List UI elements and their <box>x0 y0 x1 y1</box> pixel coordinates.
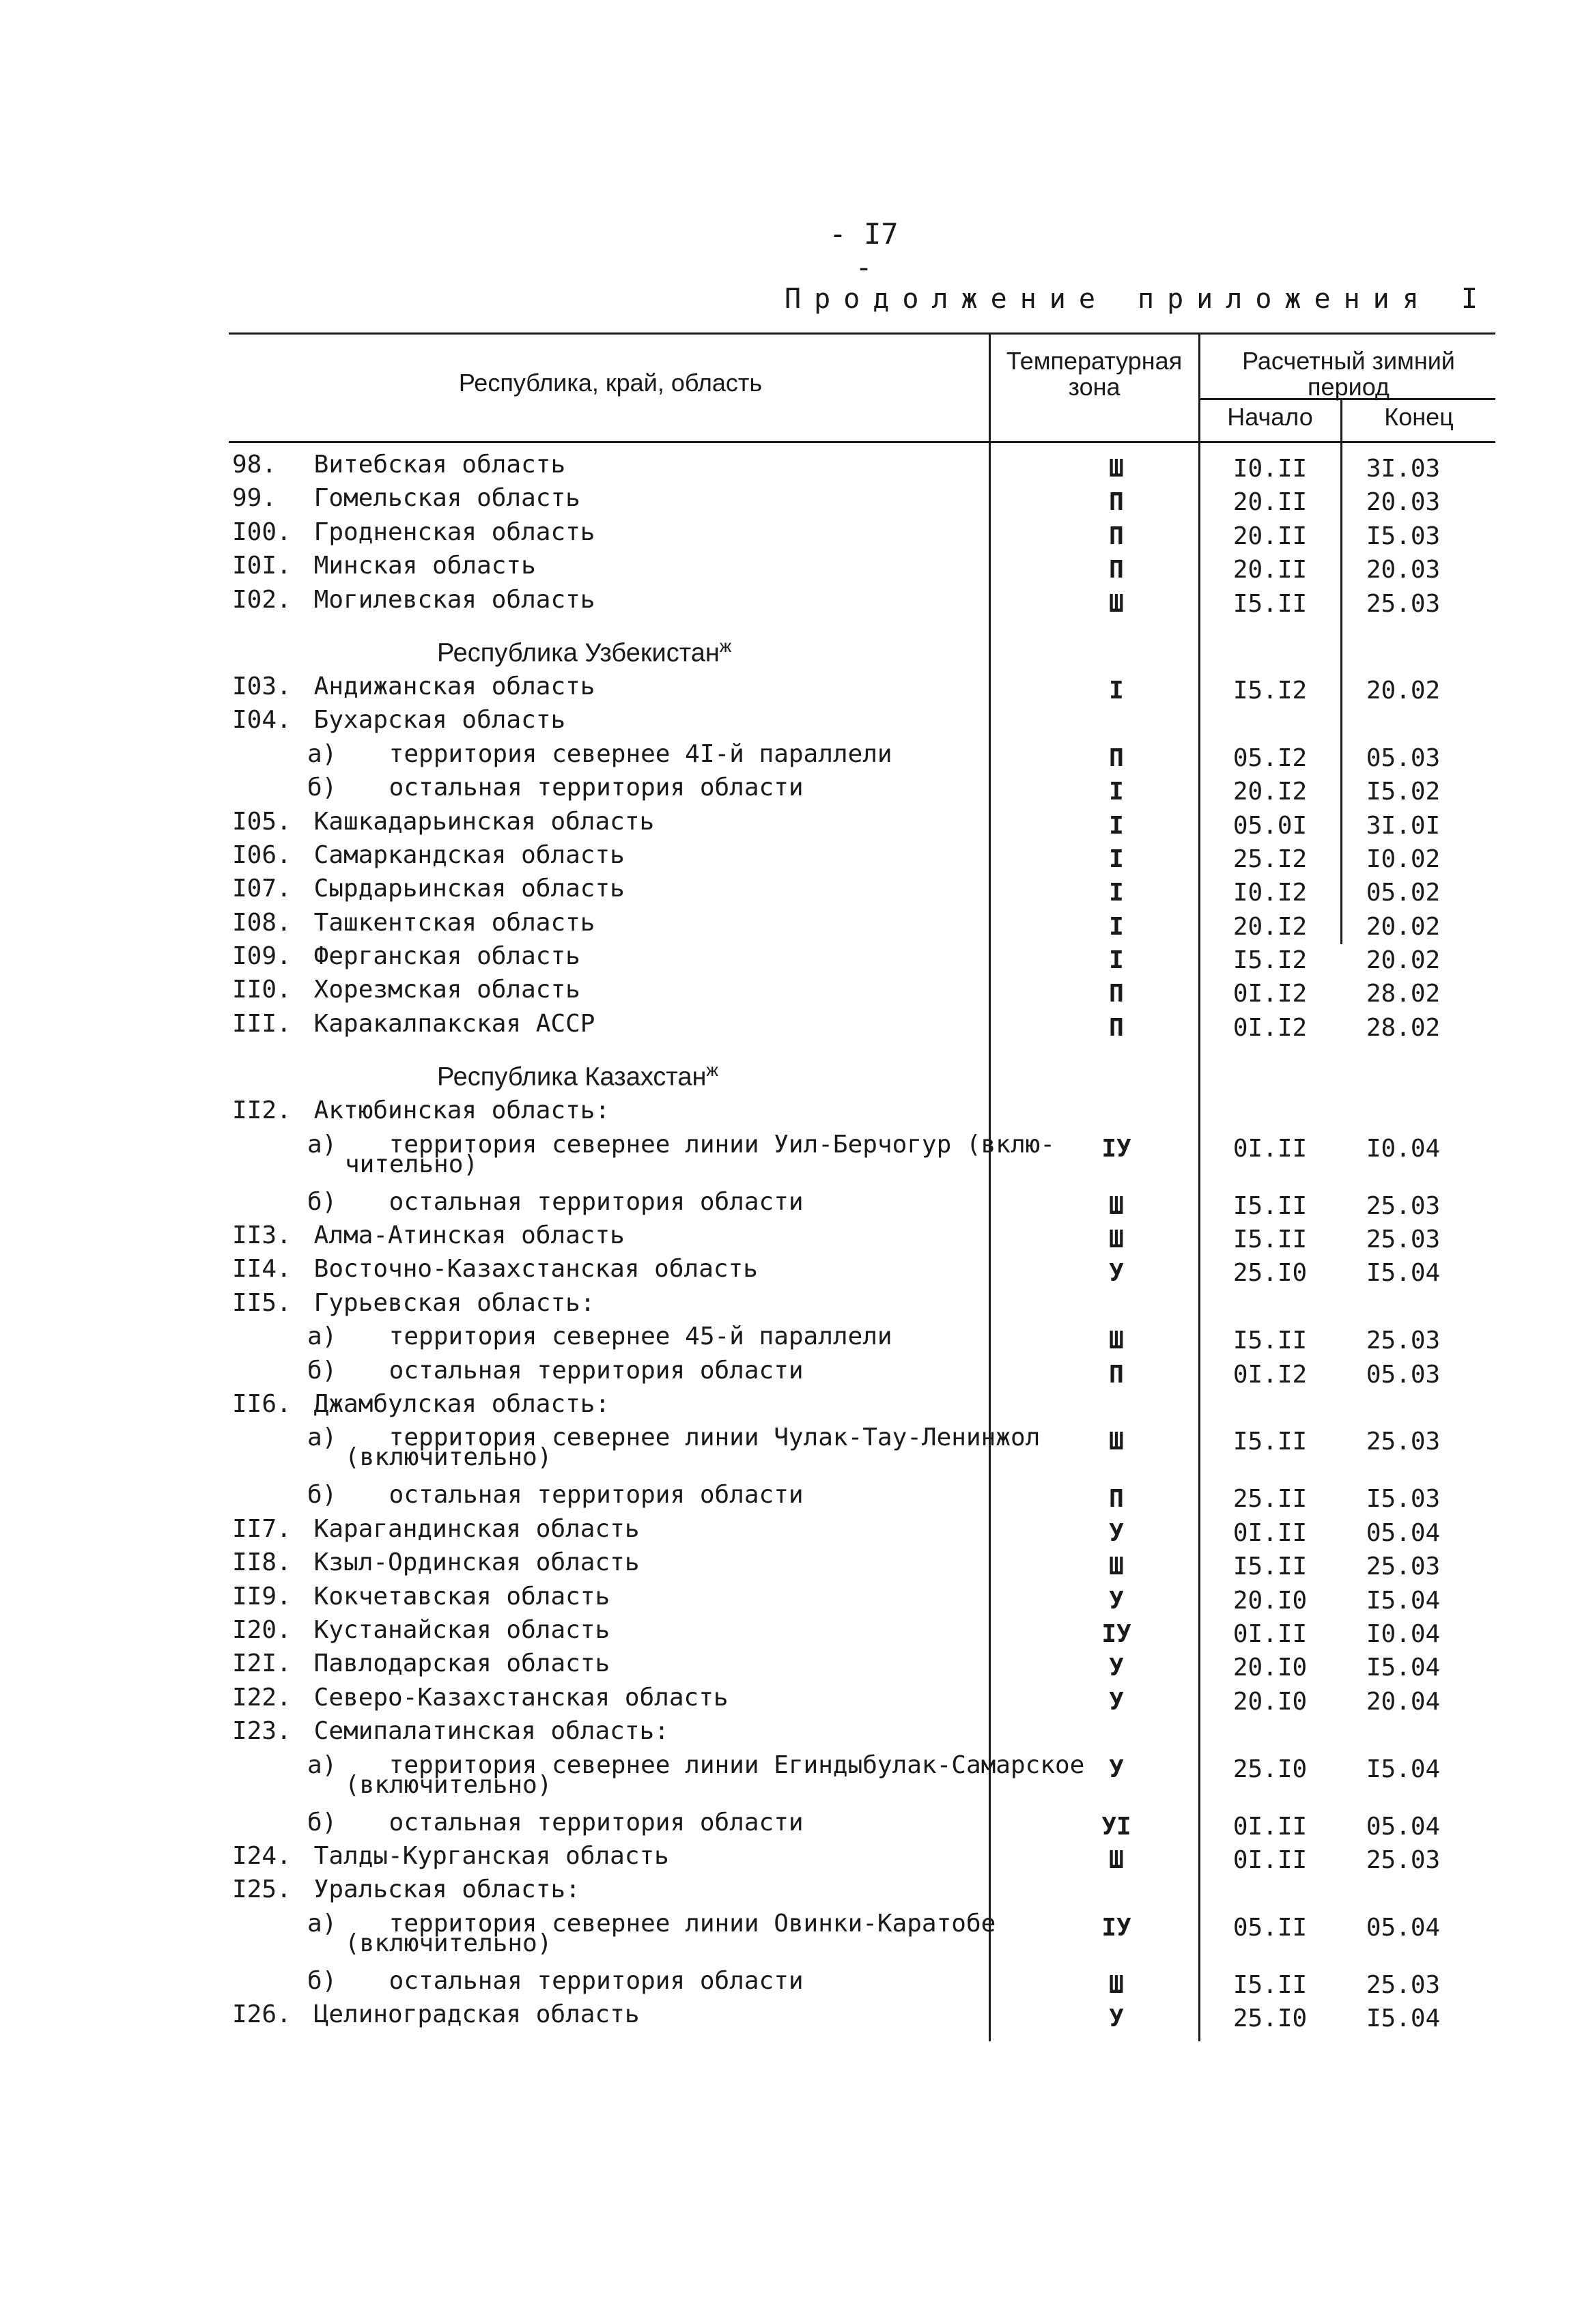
region-name-cell <box>232 942 580 971</box>
period-start-cell: 20.I2 <box>1232 778 1308 806</box>
row-number: II2. <box>232 1096 292 1125</box>
row-number: I05. <box>232 807 292 836</box>
period-end-cell: 25.03 <box>1366 1970 1441 1999</box>
table-row <box>232 875 1529 908</box>
region-name: Северо-Казахстанская область <box>299 1683 729 1712</box>
table-row <box>232 1131 1529 1188</box>
row-number: а) <box>307 739 337 768</box>
period-start-cell: I5.I2 <box>1232 946 1308 975</box>
table-row <box>232 1515 1529 1548</box>
region-name-cell <box>232 807 655 836</box>
period-start-cell: 20.I0 <box>1232 1654 1308 1682</box>
region-name: Могилевская область <box>299 585 595 614</box>
table-row <box>232 1616 1529 1649</box>
period-start-cell: 25.I0 <box>1232 2004 1308 2033</box>
row-number: I04. <box>232 706 292 735</box>
region-name: Андижанская область <box>299 672 595 700</box>
period-start-cell: 0I.II <box>1232 1518 1308 1547</box>
table-row <box>232 1289 1529 1322</box>
period-end-cell: I5.04 <box>1366 2004 1441 2033</box>
row-number: III. <box>232 1009 292 1038</box>
period-end-cell: 25.03 <box>1366 1428 1441 1456</box>
region-name-cell <box>307 1322 892 1351</box>
table-row <box>232 1583 1529 1616</box>
row-number: I0I. <box>232 552 292 580</box>
region-name: Сырдарьинская область <box>299 875 625 903</box>
row-number: 98. <box>232 451 277 479</box>
row-number: I25. <box>232 1875 292 1904</box>
footnote-mark: ж <box>719 635 732 656</box>
zone-cell: Ш <box>1109 1845 1124 1874</box>
period-end-cell: I0.04 <box>1366 1134 1441 1163</box>
table-row <box>232 1390 1529 1423</box>
row-number: I2I. <box>232 1649 292 1678</box>
region-name: Хорезмская область <box>299 976 580 1004</box>
region-name-cell <box>307 1808 804 1837</box>
region-name-cell <box>232 585 595 614</box>
zone-cell: П <box>1109 1485 1124 1514</box>
region-name: Гродненская область <box>299 518 595 546</box>
period-start-cell: 25.II <box>1232 1485 1308 1514</box>
zone-cell: Ш <box>1109 1553 1124 1581</box>
section-title: Республика Узбекистан <box>437 638 720 668</box>
region-name: Павлодарская область <box>299 1649 610 1678</box>
zone-cell: IУ <box>1101 1619 1131 1648</box>
period-end-cell: 25.03 <box>1366 1191 1441 1220</box>
table-row <box>232 1910 1529 1967</box>
period-start-cell: 0I.II <box>1232 1812 1308 1841</box>
period-end-cell: 05.04 <box>1366 1913 1441 1942</box>
period-start-cell: I0.II <box>1232 455 1308 483</box>
period-end-cell: 20.03 <box>1366 556 1441 584</box>
zone-cell: П <box>1109 1013 1124 1042</box>
region-name: остальная территория области <box>374 1966 804 1995</box>
continuation-title: Продолжение приложения I <box>785 283 1491 315</box>
table-row <box>232 1221 1529 1255</box>
table-row <box>232 808 1529 841</box>
zone-cell: Ш <box>1109 1970 1124 1999</box>
end-column-header: Конец <box>1384 403 1454 431</box>
zone-cell: Ш <box>1109 455 1124 483</box>
region-name: территория севернее 4I-й параллели <box>374 739 892 768</box>
period-end-cell: 25.03 <box>1366 1553 1441 1581</box>
table-row <box>232 1357 1529 1390</box>
region-name: Кашкадарьинская область <box>299 807 655 836</box>
region-column-header: Республика, край, область <box>458 369 763 397</box>
region-name: Карагандинская область <box>299 1514 640 1543</box>
row-number: I24. <box>232 1841 292 1870</box>
table-row <box>232 1548 1529 1582</box>
period-start-cell: I5.II <box>1232 1970 1308 1999</box>
region-name-continuation: чительно) <box>345 1150 479 1178</box>
region-name: Кокчетавская область <box>299 1582 610 1611</box>
zone-cell: П <box>1109 1360 1124 1389</box>
table-row <box>232 909 1529 942</box>
period-end-cell: 28.02 <box>1366 980 1441 1008</box>
section-heading-row <box>232 619 1529 672</box>
period-start-cell: I0.I2 <box>1232 879 1308 907</box>
region-name: Талды-Курганская область <box>299 1841 669 1870</box>
table-row <box>232 672 1529 706</box>
period-end-cell: 20.02 <box>1366 912 1441 941</box>
row-number: а) <box>307 1909 337 1938</box>
region-name-cell <box>307 1751 1085 1799</box>
region-name-cell <box>232 1615 610 1644</box>
period-end-cell: 20.03 <box>1366 488 1441 517</box>
period-end-cell: 05.03 <box>1366 1360 1441 1389</box>
zone-cell: У <box>1109 1259 1124 1288</box>
table-row <box>232 706 1529 739</box>
region-name-cell <box>307 1481 804 1510</box>
region-name: Семипалатинская область: <box>299 1717 669 1746</box>
row-number: II4. <box>232 1255 292 1284</box>
period-start-cell: I5.II <box>1232 1428 1308 1456</box>
row-number: I09. <box>232 942 292 971</box>
region-name: Ташкентская область <box>299 908 595 937</box>
row-number: б) <box>307 774 337 802</box>
table-row <box>232 1481 1529 1514</box>
region-name-cell <box>232 1389 610 1418</box>
period-end-cell: I5.04 <box>1366 1586 1441 1615</box>
region-name-cell <box>437 635 732 668</box>
row-number: II9. <box>232 1582 292 1611</box>
period-end-cell: I5.04 <box>1366 1654 1441 1682</box>
region-name-cell <box>232 1841 669 1870</box>
table-row <box>232 1842 1529 1875</box>
period-start-cell: I5.II <box>1232 1225 1308 1254</box>
region-name: Бухарская область <box>299 706 566 735</box>
row-number: II0. <box>232 976 292 1004</box>
region-name: Кустанайская область <box>299 1615 610 1644</box>
period-start-cell: 0I.I2 <box>1232 980 1308 1008</box>
row-number: II3. <box>232 1221 292 1250</box>
zone-cell: Ш <box>1109 1191 1124 1220</box>
region-name: территория севернее линии Овинки-Каратобе <box>374 1909 996 1938</box>
table-row <box>232 841 1529 875</box>
region-name-cell <box>232 875 625 903</box>
region-name: Джамбулская область: <box>299 1389 610 1418</box>
period-end-cell: 20.04 <box>1366 1687 1441 1716</box>
table-row <box>232 518 1529 552</box>
region-name-continuation: (включительно) <box>345 1929 552 1957</box>
region-name-cell <box>307 1966 804 1995</box>
zone-cell: I <box>1109 811 1124 840</box>
period-end-cell: I5.03 <box>1366 1485 1441 1514</box>
region-name: Самаркандская область <box>299 840 625 869</box>
zone-cell: Ш <box>1109 1327 1124 1355</box>
period-start-cell: 0I.II <box>1232 1619 1308 1648</box>
period-end-cell: 25.03 <box>1366 1225 1441 1254</box>
period-column-header: Расчетный зимний период <box>1242 347 1455 401</box>
row-number: I02. <box>232 585 292 614</box>
period-end-cell: 20.02 <box>1366 946 1441 975</box>
zone-cell: IУ <box>1101 1913 1131 1942</box>
table-top-rule <box>229 332 1495 335</box>
page-number: - I7 - <box>829 217 899 284</box>
row-number: I03. <box>232 672 292 700</box>
region-name-cell <box>232 451 566 479</box>
row-number: I26. <box>232 2000 292 2029</box>
region-name-continuation: (включительно) <box>345 1443 552 1472</box>
region-name-cell <box>307 1423 1041 1472</box>
row-number: б) <box>307 1187 337 1216</box>
region-name: Ферганская область <box>299 942 580 971</box>
period-end-cell: I0.02 <box>1366 845 1441 873</box>
period-start-cell: 20.II <box>1232 522 1308 550</box>
section-heading-row <box>232 1043 1529 1096</box>
zone-cell: П <box>1109 556 1124 584</box>
table-row <box>232 484 1529 518</box>
period-end-cell: 05.04 <box>1366 1518 1441 1547</box>
region-name: территория севернее 45-й параллели <box>374 1322 892 1351</box>
table-row <box>232 1322 1529 1356</box>
region-name-cell <box>232 1548 640 1577</box>
region-name-cell <box>307 774 804 802</box>
zone-cell: У <box>1109 1518 1124 1547</box>
region-name-cell <box>232 518 595 546</box>
zone-cell: IУ <box>1101 1134 1131 1163</box>
zone-cell: Ш <box>1109 1428 1124 1456</box>
region-name-cell <box>232 976 580 1004</box>
region-name-cell <box>232 552 536 580</box>
row-number: 99. <box>232 484 277 513</box>
region-name-cell <box>232 706 566 735</box>
region-name-continuation: (включительно) <box>345 1770 552 1799</box>
zone-cell: I <box>1109 879 1124 907</box>
table-body <box>232 451 1529 2034</box>
period-start-cell: I5.I2 <box>1232 676 1308 705</box>
zone-cell: I <box>1109 845 1124 873</box>
region-name: Витебская область <box>299 451 566 479</box>
row-number: II6. <box>232 1389 292 1418</box>
row-number: I07. <box>232 875 292 903</box>
period-end-cell: 05.04 <box>1366 1812 1441 1841</box>
row-number: I23. <box>232 1717 292 1746</box>
row-number: I20. <box>232 1615 292 1644</box>
row-number: б) <box>307 1356 337 1385</box>
row-number: I06. <box>232 840 292 869</box>
region-name: остальная территория области <box>374 774 804 802</box>
table-row <box>232 740 1529 774</box>
zone-cell: П <box>1109 522 1124 550</box>
region-name-cell <box>307 1909 996 1957</box>
region-name-cell <box>232 484 580 513</box>
row-number: I08. <box>232 908 292 937</box>
region-name-cell <box>307 1187 804 1216</box>
region-name-cell <box>232 1875 580 1904</box>
table-row <box>232 552 1529 585</box>
table-row <box>232 942 1529 976</box>
header-bottom-rule <box>229 441 1495 443</box>
period-start-cell: 20.I0 <box>1232 1687 1308 1716</box>
zone-cell: У <box>1109 2004 1124 2033</box>
region-name: остальная территория области <box>374 1187 804 1216</box>
zone-cell: Ш <box>1109 1225 1124 1254</box>
section-title: Республика Казахстан <box>437 1062 707 1092</box>
region-name: территория севернее линии Егиндыбулак-Самарское <box>374 1751 1085 1779</box>
table-row <box>232 1875 1529 1909</box>
start-column-header: Начало <box>1227 403 1313 431</box>
table-row <box>232 1717 1529 1751</box>
row-number: а) <box>307 1423 337 1452</box>
table-row <box>232 1649 1529 1683</box>
period-end-cell: I5.03 <box>1366 522 1441 550</box>
region-name: Минская область <box>299 552 536 580</box>
region-name: остальная территория области <box>374 1481 804 1510</box>
region-name: Гурьевская область: <box>299 1288 595 1317</box>
region-name-cell <box>232 1255 758 1284</box>
region-name: территория севернее линии Уил-Берчогур (вклю- <box>374 1130 1055 1159</box>
table-row <box>232 1010 1529 1043</box>
row-number: II8. <box>232 1548 292 1577</box>
period-end-cell: 25.03 <box>1366 589 1441 618</box>
region-name: Кзыл-Ординская область <box>299 1548 640 1577</box>
region-name-cell <box>232 1009 595 1038</box>
zone-cell: I <box>1109 912 1124 941</box>
period-end-cell: 25.03 <box>1366 1845 1441 1874</box>
row-number: б) <box>307 1966 337 1995</box>
row-number: II5. <box>232 1288 292 1317</box>
table-row <box>232 451 1529 484</box>
zone-cell: I <box>1109 676 1124 705</box>
period-start-cell: 05.I2 <box>1232 743 1308 772</box>
period-end-cell: I5.04 <box>1366 1755 1441 1783</box>
region-name-cell <box>232 2000 640 2029</box>
period-end-cell: 3I.03 <box>1366 455 1441 483</box>
period-end-cell: I5.02 <box>1366 778 1441 806</box>
table-row <box>232 774 1529 807</box>
zone-cell: У <box>1109 1755 1124 1783</box>
zone-cell: Ш <box>1109 589 1124 618</box>
table-row <box>232 2000 1529 2034</box>
period-end-cell: 20.02 <box>1366 676 1441 705</box>
period-start-cell: 20.II <box>1232 488 1308 517</box>
region-name: Актюбинская область: <box>299 1096 610 1125</box>
region-name: Уральская область: <box>299 1875 580 1904</box>
zone-cell: П <box>1109 980 1124 1008</box>
zone-cell: П <box>1109 743 1124 772</box>
region-name: Алма-Атинская область <box>299 1221 625 1250</box>
table-row <box>232 1809 1529 1842</box>
region-name: остальная территория области <box>374 1808 804 1837</box>
table-row <box>232 1188 1529 1221</box>
period-start-cell: 20.I0 <box>1232 1586 1308 1615</box>
period-start-cell: 25.I0 <box>1232 1259 1308 1288</box>
region-name-cell <box>232 1288 595 1317</box>
region-name-cell <box>232 1514 640 1543</box>
table-row <box>232 586 1529 619</box>
period-end-cell: I5.04 <box>1366 1259 1441 1288</box>
period-start-cell: 05.II <box>1232 1913 1308 1942</box>
period-start-cell: 25.I2 <box>1232 845 1308 873</box>
region-name: Гомельская область <box>299 484 580 513</box>
period-start-cell: 0I.II <box>1232 1134 1308 1163</box>
period-start-cell: I5.II <box>1232 589 1308 618</box>
zone-cell: У <box>1109 1586 1124 1615</box>
zone-cell: I <box>1109 778 1124 806</box>
row-number: а) <box>307 1322 337 1351</box>
table-row <box>232 1423 1529 1481</box>
period-end-cell: 05.02 <box>1366 879 1441 907</box>
period-start-cell: 0I.I2 <box>1232 1013 1308 1042</box>
zone-cell: I <box>1109 946 1124 975</box>
table-row <box>232 1255 1529 1288</box>
period-start-cell: 20.II <box>1232 556 1308 584</box>
period-end-cell: 25.03 <box>1366 1327 1441 1355</box>
period-start-cell: 05.0I <box>1232 811 1308 840</box>
region-name-cell <box>232 1649 610 1678</box>
region-name-cell <box>307 1130 1055 1178</box>
region-name-cell <box>307 739 892 768</box>
row-number: I00. <box>232 518 292 546</box>
region-name: Каракалпакская АССР <box>299 1009 595 1038</box>
region-name: территория севернее линии Чулак-Тау-Ленинжол <box>374 1423 1041 1452</box>
zone-cell: УI <box>1101 1812 1131 1841</box>
table-row <box>232 1684 1529 1717</box>
table-row <box>232 1751 1529 1809</box>
zone-column-header: Температурная зона <box>1006 347 1183 401</box>
row-number: II7. <box>232 1514 292 1543</box>
row-number: б) <box>307 1808 337 1837</box>
table-row <box>232 1096 1529 1130</box>
period-start-cell: 20.I2 <box>1232 912 1308 941</box>
zone-cell: У <box>1109 1687 1124 1716</box>
row-number: а) <box>307 1751 337 1779</box>
period-start-cell: I5.II <box>1232 1191 1308 1220</box>
zone-cell: П <box>1109 488 1124 517</box>
region-name-cell <box>232 1683 729 1712</box>
period-start-cell: 25.I0 <box>1232 1755 1308 1783</box>
period-end-cell: 28.02 <box>1366 1013 1441 1042</box>
zone-cell: У <box>1109 1654 1124 1682</box>
region-name-cell <box>232 672 595 700</box>
period-end-cell: 3I.0I <box>1366 811 1441 840</box>
row-number: б) <box>307 1481 337 1510</box>
region-name: остальная территория области <box>374 1356 804 1385</box>
region-name: Восточно-Казахстанская область <box>299 1255 758 1284</box>
period-end-cell: 05.03 <box>1366 743 1441 772</box>
region-name-cell <box>232 1717 669 1746</box>
table-row <box>232 1967 1529 2000</box>
period-end-cell: I0.04 <box>1366 1619 1441 1648</box>
region-name-cell <box>232 840 625 869</box>
table-row <box>232 976 1529 1009</box>
period-start-cell: I5.II <box>1232 1327 1308 1355</box>
period-start-cell: 0I.I2 <box>1232 1360 1308 1389</box>
region-name: Целиноградская область <box>299 2000 640 2029</box>
row-number: I22. <box>232 1683 292 1712</box>
region-name-cell <box>232 1582 610 1611</box>
footnote-mark: ж <box>706 1060 718 1081</box>
period-start-cell: 0I.II <box>1232 1845 1308 1874</box>
row-number: а) <box>307 1130 337 1159</box>
region-name-cell <box>232 908 595 937</box>
period-start-cell: I5.II <box>1232 1553 1308 1581</box>
region-name-cell <box>437 1060 718 1092</box>
region-name-cell <box>307 1356 804 1385</box>
region-name-cell <box>232 1221 625 1250</box>
region-name-cell <box>232 1096 610 1125</box>
